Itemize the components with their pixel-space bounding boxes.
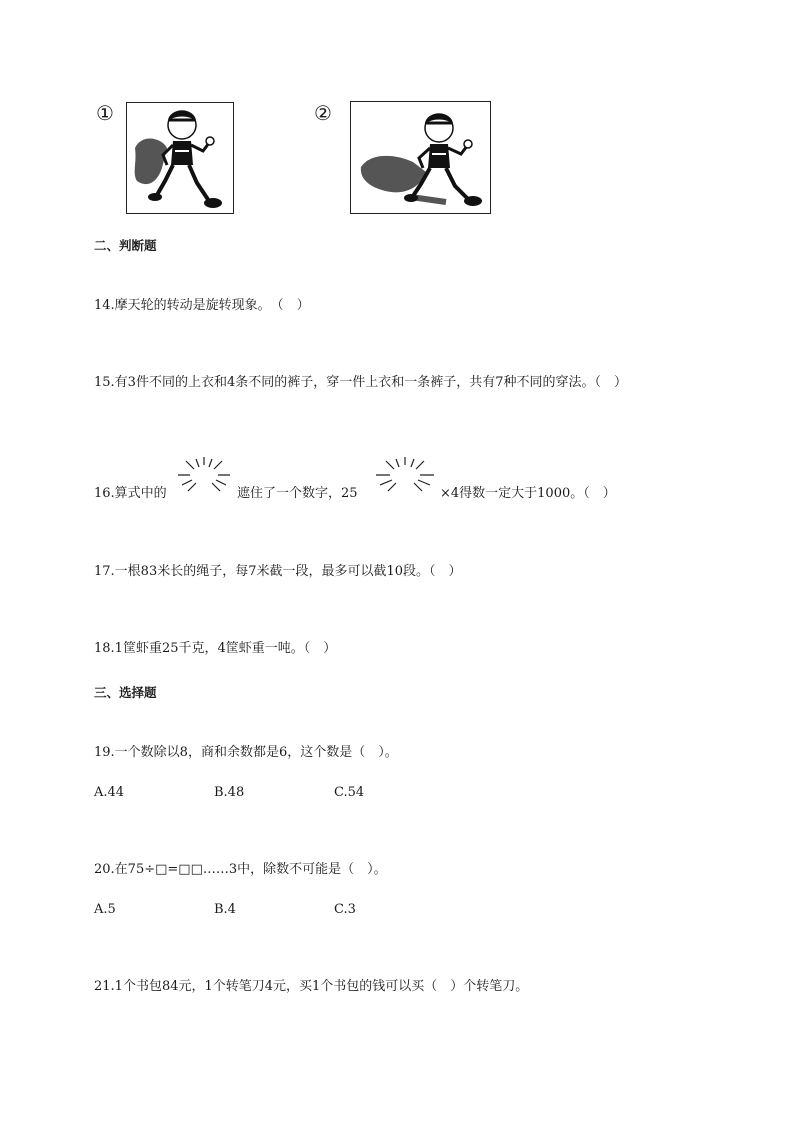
burst-star-icon <box>176 455 232 501</box>
picture-1-marker: ① <box>96 101 114 125</box>
question-16-part3: ×4得数一定大于1000。（ ） <box>440 486 616 501</box>
question-21: 21.1个书包84元，1个转笔刀4元，买1个书包的钱可以买（ ）个转笔刀。 <box>94 979 529 994</box>
picture-2-marker: ② <box>314 101 332 125</box>
option-c[interactable]: C.54 <box>334 785 365 800</box>
picture-2-frame <box>350 101 491 214</box>
option-b[interactable]: B.4 <box>214 902 236 917</box>
picture-1-frame <box>126 102 234 214</box>
question-18: 18.1筐虾重25千克，4筐虾重一吨。（ ） <box>94 641 337 656</box>
option-a[interactable]: A.44 <box>94 785 125 800</box>
running-boy-icon <box>127 103 233 213</box>
option-a[interactable]: A.5 <box>94 902 116 917</box>
question-17: 17.一根83米长的绳子，每7米截一段，最多可以截10段。（ ） <box>94 564 462 579</box>
section-title-judge: 二、判断题 <box>94 238 157 253</box>
option-c[interactable]: C.3 <box>334 902 356 917</box>
burst-star-icon <box>374 455 436 501</box>
question-15: 15.有3件不同的上衣和4条不同的裤子，穿一件上衣和一条裤子，共有7种不同的穿法。（ ） <box>94 375 627 390</box>
question-19: 19.一个数除以8，商和余数都是6，这个数是（ ）。 <box>94 745 398 760</box>
running-boy-icon <box>351 102 490 213</box>
question-14: 14.摩天轮的转动是旋转现象。 （ ） <box>94 298 310 313</box>
option-b[interactable]: B.48 <box>214 785 245 800</box>
question-20: 20.在75÷□=□□……3中，除数不可能是（ ）。 <box>94 862 387 877</box>
question-16-part1: 16.算式中的 <box>94 486 167 501</box>
question-16-part2: 遮住了一个数字，25 <box>237 486 358 501</box>
section-title-choice: 三、选择题 <box>94 685 157 700</box>
